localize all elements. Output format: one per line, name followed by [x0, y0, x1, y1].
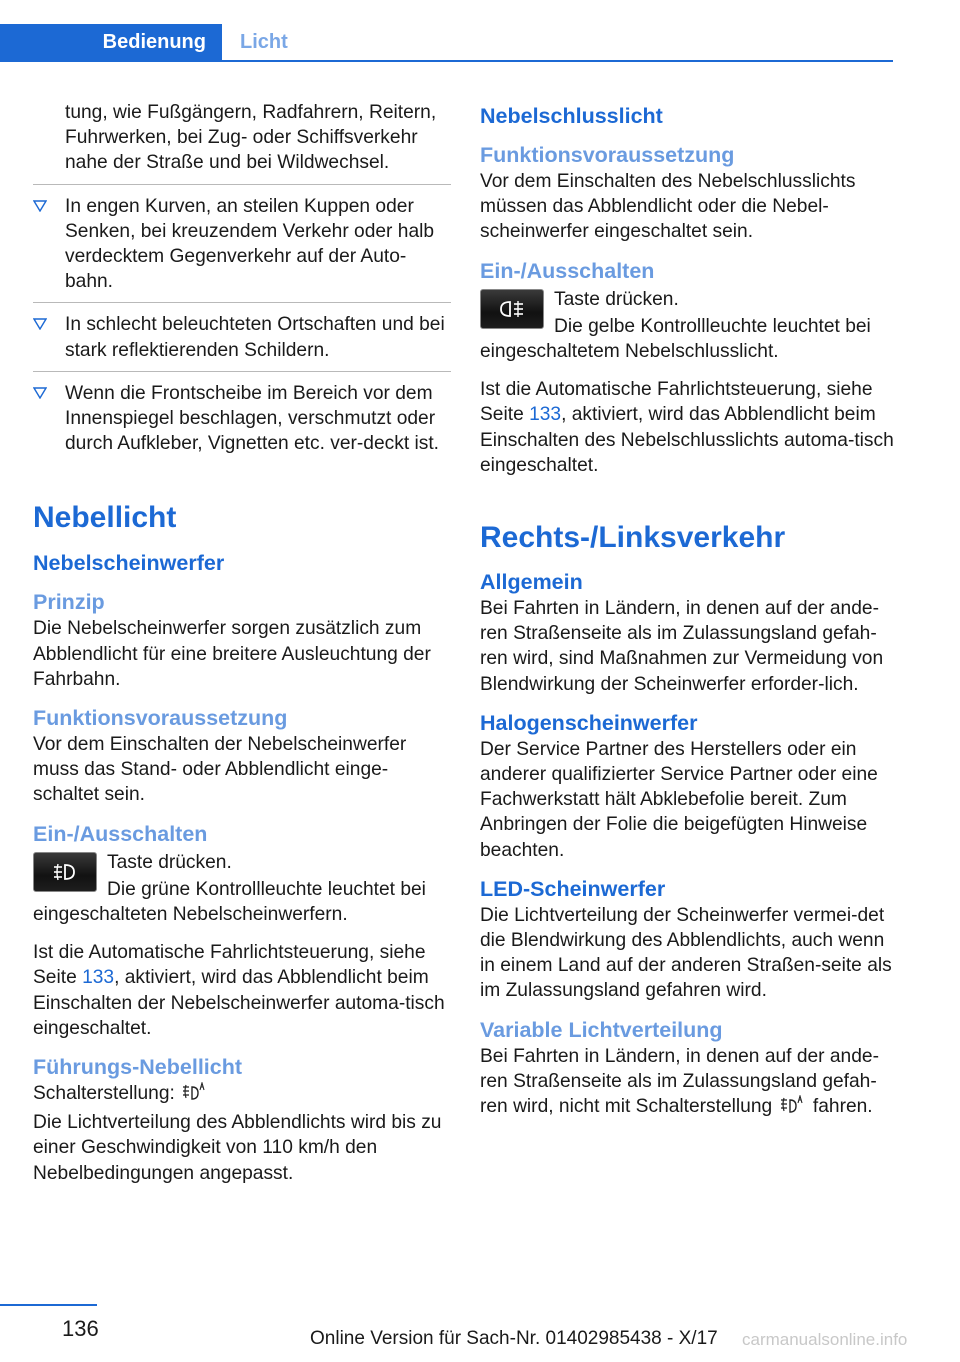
bullet-divider — [33, 371, 451, 372]
triangle-bullet-icon — [33, 200, 47, 212]
rear-fog-light-icon — [481, 290, 543, 328]
prinzip-text: Die Nebelscheinwerfer sorgen zusätzlich zum Abblendlicht für eine breitere Ausleuchtung der Fahrbahn. — [33, 618, 431, 690]
heading-ein-ausschalten: Ein-/Ausschalten — [33, 821, 208, 846]
tab-bedienung[interactable]: Bedienung — [0, 24, 222, 61]
kontrollleuchte-text-cont: eingeschalteten Nebelscheinwerfern. — [33, 904, 348, 926]
page-link-133[interactable]: 133 — [82, 967, 115, 989]
section-title-rechts-linksverkehr: Rechts-/Linksverkehr — [480, 521, 786, 555]
list-item — [33, 381, 451, 457]
auto-light-switch-icon — [778, 1095, 808, 1115]
bullet-divider — [33, 184, 451, 185]
heading-variable-lichtverteilung: Variable Lichtverteilung — [480, 1017, 723, 1042]
left-column — [33, 100, 451, 1186]
online-version-text: Online Version für Sach-Nr. 01402985438 - X/17 — [310, 1328, 718, 1349]
auto-light-switch-icon — [180, 1082, 210, 1102]
fuehrungs-nebellicht-text: Die Lichtverteilung des Abblendlichts wird bis zu einer Geschwindigkeit von 110 km/h den Nebelbedingungen angepasst. — [33, 1112, 442, 1184]
heading-funktionsvoraussetzung: Funktionsvoraussetzung — [480, 143, 735, 167]
page-link-133[interactable]: 133 — [529, 404, 562, 426]
fog-light-icon — [34, 853, 96, 891]
right-column — [480, 100, 896, 1119]
heading-prinzip: Prinzip — [33, 590, 105, 615]
taste-druecken-text: Taste drücken. — [107, 851, 232, 873]
page-number: 136 — [62, 1316, 99, 1341]
auto-fahrlicht-text: Ist die Automatische Fahrlichtsteuerung, siehe Seite 133, aktiviert, wird das Abblendlicht beim Einschalten der Nebelscheinwerfer automa-tisch eingeschaltet. — [33, 942, 445, 1039]
variable-lichtverteilung-text: Bei Fahrten in Ländern, in denen auf der ande-ren Straßenseite als im Zulassungsland gefah-ren wird, nicht mit Schalterstellung fahren. — [480, 1045, 879, 1118]
heading-nebelscheinwerfer: Nebelscheinwerfer — [33, 551, 225, 576]
header-rule — [0, 60, 893, 62]
heading-allgemein: Allgemein — [480, 570, 583, 595]
tab-licht[interactable]: Licht — [240, 31, 288, 53]
kontrollleuchte-text: Die grüne Kontrollleuchte leuchtet bei — [107, 878, 426, 900]
bullet-divider — [33, 302, 451, 303]
fog-light-button[interactable] — [33, 852, 97, 892]
page-header — [0, 0, 893, 62]
heading-nebelschlusslicht: Nebelschlusslicht — [480, 104, 663, 128]
kontrollleuchte-text-cont: eingeschaltetem Nebelschlusslicht. — [480, 341, 779, 363]
allgemein-text: Bei Fahrten in Ländern, in denen auf der ande-ren Straßenseite als im Zulassungsland gefah-ren wird, sind Maßnahmen zur Vermeidung von Blendwirkung der Scheinwerfer erforder-lich. — [480, 598, 884, 695]
heading-fuehrungs-nebellicht: Führungs-Nebellicht — [33, 1055, 243, 1080]
triangle-bullet-icon — [33, 387, 47, 399]
continued-paragraph: tung, wie Fußgängern, Radfahrern, Reitern, Fuhrwerken, bei Zug- oder Schiffsverkehr nahe der Straße und bei Wildwechsel. — [65, 102, 437, 174]
rear-fog-button-row — [480, 287, 896, 339]
list-item — [33, 194, 451, 295]
bullet-text: In engen Kurven, an steilen Kuppen oder Senken, bei kreuzendem Verkehr oder halb verdecktem Gegenverkehr auf der Auto-bahn. — [65, 195, 435, 293]
schalterstellung-line: Schalterstellung: — [33, 1081, 451, 1106]
triangle-bullet-icon — [33, 318, 47, 330]
led-scheinwerfer-text: Die Lichtverteilung der Scheinwerfer vermei-det die Blendwirkung des Abblendlichts, auch wenn in einem Land auf der anderen Straßen-seite als im Zulassungsland gefahren wird. — [480, 904, 892, 1002]
footer-rule — [0, 1304, 97, 1306]
auto-fahrlicht-text: Ist die Automatische Fahrlichtsteuerung, siehe Seite 133, aktiviert, wird das Abblendlicht beim Einschalten des Nebelschlusslichts automa-tisch eingeschaltet. — [480, 379, 894, 476]
heading-ein-ausschalten: Ein-/Ausschalten — [480, 258, 655, 283]
watermark-logo: carmanualsonline.info — [742, 1330, 908, 1349]
fog-light-button-row — [33, 850, 451, 902]
heading-funktionsvoraussetzung: Funktionsvoraussetzung — [33, 706, 288, 731]
rear-fog-light-button[interactable] — [480, 289, 544, 329]
heading-led-scheinwerfer: LED-Scheinwerfer — [480, 876, 666, 901]
bullet-text: Wenn die Frontscheibe im Bereich vor dem Innenspiegel beschlagen, verschmutzt oder durch Aufkleber, Vignetten etc. ver-deckt ist. — [65, 382, 440, 455]
bullet-text: In schlecht beleuchteten Ortschaften und bei stark reflektierenden Schildern. — [65, 314, 445, 361]
funktionsvoraussetzung-text: Vor dem Einschalten des Nebelschlusslichts müssen das Abblendlicht oder die Nebel-scheinwerfer eingeschaltet sein. — [480, 171, 856, 243]
heading-halogenscheinwerfer: Halogenscheinwerfer — [480, 710, 698, 735]
funktionsvoraussetzung-text: Vor dem Einschalten der Nebelscheinwerfer muss das Stand- oder Abblendlicht einge-schaltet sein. — [33, 734, 407, 806]
halogenscheinwerfer-text: Der Service Partner des Herstellers oder ein anderer qualifizierter Service Partner oder eine Fachwerkstatt hält Abklebefolie bereit. Zum Anbringen der Folie die beigefügten Hinweise beachten. — [480, 738, 878, 861]
list-item — [33, 312, 451, 362]
section-title-nebellicht: Nebellicht — [33, 501, 177, 535]
kontrollleuchte-text: Die gelbe Kontrollleuchte leuchtet bei — [554, 315, 871, 337]
taste-druecken-text: Taste drücken. — [554, 288, 679, 310]
